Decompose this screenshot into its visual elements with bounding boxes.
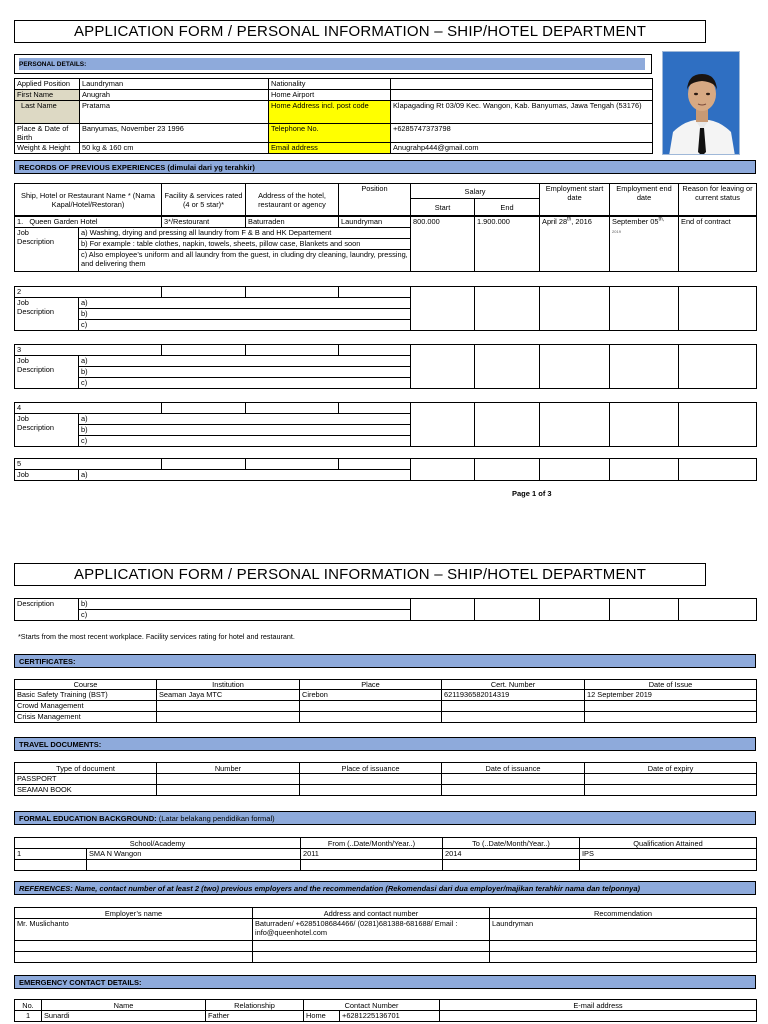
entry-position[interactable]	[339, 345, 411, 356]
entry-number: 1.	[17, 217, 24, 226]
email-label: Email address	[269, 143, 391, 154]
table-row	[15, 785, 757, 796]
applied-position-label: Applied Position	[15, 79, 80, 90]
entry-5-cont-emp-end[interactable]	[610, 599, 679, 621]
emp-end-year: 2019	[612, 229, 621, 234]
page-title-2: APPLICATION FORM / PERSONAL INFORMATION – SHIP/HOTEL DEPARTMENT	[14, 563, 706, 586]
entry-1-desc-b[interactable]: b) For example : table clothes, napkin, towels, sheets, pillow case, Blankets and soon	[79, 239, 411, 250]
entry-desc-b[interactable]: b)	[79, 367, 411, 378]
section-label: CERTIFICATES:	[19, 656, 76, 666]
job-label: Job	[17, 298, 29, 307]
cert-cell[interactable]	[442, 701, 585, 712]
section-label: TRAVEL DOCUMENTS:	[19, 739, 102, 749]
travel-col-2: Place of issuance	[300, 763, 442, 774]
entry-1-facility[interactable]: 3*/Restourant	[162, 217, 246, 228]
telephone-label: Telephone No.	[269, 124, 391, 143]
col-reason: Reason for leaving or current status	[679, 184, 757, 216]
ref-employer[interactable]	[15, 952, 253, 963]
edu-from[interactable]	[301, 860, 443, 871]
desc-label: Description	[17, 423, 54, 432]
travel-cell[interactable]: PASSPORT	[15, 774, 157, 785]
email-value[interactable]: Anugrahp444@gmail.com	[391, 143, 653, 154]
section-label: RECORDS OF PREVIOUS EXPERIENCES	[19, 162, 166, 172]
section-fill	[19, 58, 645, 70]
footnote: *Starts from the most recent workplace. Facility services rating for hotel and restaurant.	[18, 632, 295, 641]
travel-col-3: Date of issuance	[442, 763, 585, 774]
entry-facility[interactable]	[162, 287, 246, 298]
birth-label: Place & Date of Birth	[15, 124, 80, 143]
entry-desc-b[interactable]: b)	[79, 425, 411, 436]
section-label: PERSONAL DETAILS:	[19, 60, 87, 68]
col-email: E-mail address	[440, 1000, 757, 1011]
table-row	[15, 849, 757, 860]
entry-5-position[interactable]	[339, 459, 411, 470]
certificates-header	[14, 654, 756, 668]
entry-emp-start[interactable]	[540, 287, 610, 331]
em-relationship[interactable]: Father	[206, 1011, 304, 1022]
col-salary-start: Start	[411, 199, 475, 216]
em-email[interactable]	[440, 1011, 757, 1022]
certificates-table	[14, 679, 757, 723]
entry-emp-start[interactable]	[540, 345, 610, 389]
experience-table-header	[14, 183, 757, 216]
col-no: No.	[15, 1000, 42, 1011]
edu-to[interactable]	[443, 860, 580, 871]
cert-col-0: Course	[15, 680, 157, 690]
personal-details-header	[14, 54, 652, 74]
entry-number[interactable]: 3	[15, 345, 162, 356]
entry-1-address[interactable]: Baturraden	[246, 217, 339, 228]
experience-entry-2	[14, 286, 757, 331]
job-label: Job	[17, 414, 29, 423]
cert-col-2: Place	[300, 680, 442, 690]
entry-position[interactable]	[339, 287, 411, 298]
applied-position-value[interactable]: Laundryman	[80, 79, 269, 90]
desc-label: Description	[15, 599, 79, 621]
entry-desc-c[interactable]: c)	[79, 320, 411, 331]
col-from: From (..Date/Month/Year..)	[301, 838, 443, 849]
entry-1-reason[interactable]: End of contract	[679, 217, 757, 272]
table-row	[15, 712, 757, 723]
travel-documents-table	[14, 762, 757, 796]
cert-cell[interactable]	[157, 701, 300, 712]
birth-value[interactable]: Banyumas, November 23 1996	[80, 124, 269, 143]
entry-emp-end[interactable]	[610, 287, 679, 331]
entry-facility[interactable]	[162, 345, 246, 356]
em-no[interactable]: 1	[15, 1011, 42, 1022]
entry-address[interactable]	[246, 287, 339, 298]
ref-employer[interactable]	[15, 941, 253, 952]
cert-cell[interactable]	[157, 712, 300, 723]
col-emp-end: Employment end date	[610, 184, 679, 216]
table-row	[15, 919, 757, 941]
experience-header	[14, 160, 756, 174]
cert-cell[interactable]	[300, 712, 442, 723]
job-label: Job	[17, 228, 29, 237]
entry-5-salary-start[interactable]	[411, 459, 475, 481]
entry-desc-a[interactable]: a)	[79, 414, 411, 425]
table-row	[15, 1011, 757, 1022]
col-position: Position	[339, 184, 411, 216]
experience-entry-1	[14, 216, 757, 272]
emp-start-sup: th	[567, 216, 572, 223]
ref-recommendation[interactable]: Laundryman	[490, 919, 757, 941]
cert-col-3: Cert. Number	[442, 680, 585, 690]
desc-label: Description	[17, 365, 54, 374]
job-label: Job	[17, 356, 29, 365]
cert-col-1: Institution	[157, 680, 300, 690]
ref-address[interactable]	[253, 952, 490, 963]
travel-col-1: Number	[157, 763, 300, 774]
emergency-table	[14, 999, 757, 1022]
entry-5-salary-end[interactable]	[475, 459, 540, 481]
entry-salary-start[interactable]	[411, 403, 475, 447]
travel-cell[interactable]	[157, 785, 300, 796]
entry-emp-start[interactable]	[540, 403, 610, 447]
job-description-label	[15, 298, 79, 331]
home-address-label: Home Address incl. post code	[269, 101, 391, 124]
col-employer: Employer’s name	[15, 908, 253, 919]
experience-entry-5-continued	[14, 598, 757, 621]
emergency-header	[14, 975, 756, 989]
cert-cell[interactable]: Crisis Management	[15, 712, 157, 723]
entry-1-salary-end[interactable]: 1.900.000	[475, 217, 540, 272]
entry-salary-end[interactable]	[475, 345, 540, 389]
col-recommendation: Recommendation	[490, 908, 757, 919]
entry-desc-c[interactable]: c)	[79, 378, 411, 389]
job-label: Job	[15, 470, 79, 481]
entry-5-emp-end[interactable]	[610, 459, 679, 481]
entry-1-emp-start[interactable]	[540, 217, 610, 272]
edu-no[interactable]: 1	[15, 849, 87, 860]
table-row	[15, 860, 757, 871]
table-row	[15, 774, 757, 785]
entry-5-emp-start[interactable]	[540, 459, 610, 481]
travel-cell[interactable]	[300, 785, 442, 796]
entry-reason[interactable]	[679, 403, 757, 447]
entry-desc-a[interactable]: a)	[79, 356, 411, 367]
job-description-label	[15, 414, 79, 447]
table-row	[15, 701, 757, 712]
cert-cell[interactable]	[585, 712, 757, 723]
edu-no[interactable]	[15, 860, 87, 871]
section-label: EMERGENCY CONTACT DETAILS:	[19, 977, 142, 987]
entry-1-desc-c[interactable]: c) Also employee’s uniform and all laundry from the guest, in cluding dry cleaning, laundry, pressing, and delivering them	[79, 250, 411, 272]
travel-col-0: Type of document	[15, 763, 157, 774]
col-qualification: Qualification Attained	[580, 838, 757, 849]
applicant-photo	[662, 51, 740, 155]
ref-recommendation[interactable]	[490, 941, 757, 952]
em-contact-number[interactable]: +6281225136701	[340, 1011, 440, 1022]
entry-1-salary-start[interactable]: 800.000	[411, 217, 475, 272]
cert-col-4: Date of Issue	[585, 680, 757, 690]
travel-cell[interactable]	[157, 774, 300, 785]
entry-reason[interactable]	[679, 287, 757, 331]
col-facility: Facility & services rated (4 or 5 star)*	[162, 184, 246, 216]
col-salary: Salary	[411, 184, 540, 199]
travel-cell[interactable]: SEAMAN BOOK	[15, 785, 157, 796]
col-address: Address of the hotel, restaurant or agency	[246, 184, 339, 216]
entry-5-cont-emp-start[interactable]	[540, 599, 610, 621]
entry-position[interactable]	[339, 403, 411, 414]
last-name-label: Last Name	[15, 101, 80, 124]
entry-number[interactable]: 4	[15, 403, 162, 414]
entry-desc-b[interactable]: b)	[79, 309, 411, 320]
cert-cell[interactable]: Basic Safety Training (BST)	[15, 690, 157, 701]
section-label: FORMAL EDUCATION BACKGROUND:	[19, 813, 157, 823]
education-header	[14, 811, 756, 825]
education-table	[14, 837, 757, 871]
desc-label: Description	[17, 237, 54, 246]
edu-qualification[interactable]	[580, 860, 757, 871]
edu-from[interactable]: 2011	[301, 849, 443, 860]
entry-facility[interactable]	[162, 403, 246, 414]
page-number: Page 1 of 3	[512, 489, 552, 498]
last-name-value[interactable]: Pratama	[80, 101, 269, 124]
edu-qualification[interactable]: IPS	[580, 849, 757, 860]
ref-employer[interactable]: Mr. Muslichanto	[15, 919, 253, 941]
entry-emp-end[interactable]	[610, 403, 679, 447]
nationality-value[interactable]	[391, 79, 653, 90]
entry-name-text: Queen Garden Hotel	[29, 217, 98, 226]
col-to: To (..Date/Month/Year..)	[443, 838, 580, 849]
entry-5-number[interactable]: 5	[15, 459, 162, 470]
ref-address[interactable]	[253, 941, 490, 952]
table-row	[15, 690, 757, 701]
entry-5-cont-salary-end[interactable]	[475, 599, 540, 621]
entry-emp-end[interactable]	[610, 345, 679, 389]
travel-cell[interactable]	[442, 774, 585, 785]
weight-height-label: Weight & Height	[15, 143, 80, 154]
entry-5-address[interactable]	[246, 459, 339, 470]
entry-address[interactable]	[246, 403, 339, 414]
ref-recommendation[interactable]	[490, 952, 757, 963]
cert-cell[interactable]	[585, 701, 757, 712]
entry-5-facility[interactable]	[162, 459, 246, 470]
travel-cell[interactable]	[585, 785, 757, 796]
section-note: (Rekomendasi dari dua employer/majikan terahkir nama dan telponnya)	[385, 883, 641, 893]
entry-salary-start[interactable]	[411, 345, 475, 389]
entry-number[interactable]: 2	[15, 287, 162, 298]
cert-cell[interactable]	[442, 712, 585, 723]
entry-reason[interactable]	[679, 345, 757, 389]
entry-5-desc-c[interactable]: c)	[79, 610, 411, 621]
col-ship-name: Ship, Hotel or Restaurant Name * (Nama Kapal/Hotel/Restoran)	[15, 184, 162, 216]
entry-salary-start[interactable]	[411, 287, 475, 331]
entry-1-position[interactable]: Laundryman	[339, 217, 411, 228]
col-salary-end: End	[475, 199, 540, 216]
entry-desc-a[interactable]: a)	[79, 298, 411, 309]
entry-salary-end[interactable]	[475, 287, 540, 331]
col-emp-start: Employment start date	[540, 184, 610, 216]
cert-cell[interactable]	[300, 701, 442, 712]
entry-5-desc-a[interactable]: a)	[79, 470, 411, 481]
travel-cell[interactable]	[585, 774, 757, 785]
first-name-label: First Name	[15, 90, 80, 101]
col-relationship: Relationship	[206, 1000, 304, 1011]
entry-salary-end[interactable]	[475, 403, 540, 447]
entry-1-name[interactable]	[15, 217, 162, 228]
edu-school[interactable]: SMA N Wangon	[87, 849, 301, 860]
edu-school[interactable]	[87, 860, 301, 871]
references-table	[14, 907, 757, 963]
entry-1-emp-end[interactable]	[610, 217, 679, 272]
desc-label: Description	[17, 307, 54, 316]
col-name: Name	[42, 1000, 206, 1011]
job-description-label	[15, 228, 79, 272]
travel-documents-header	[14, 737, 756, 751]
entry-5-reason[interactable]	[679, 459, 757, 481]
col-contact-number: Contact Number	[304, 1000, 440, 1011]
emp-start-year: , 2016	[571, 217, 592, 226]
emp-end-sup: th,	[658, 216, 665, 223]
references-header	[14, 881, 756, 895]
travel-cell[interactable]	[442, 785, 585, 796]
section-note: (Latar belakang pendidikan formal)	[158, 813, 275, 823]
emp-end-text: September 05	[612, 217, 659, 226]
home-airport-label: Home Airport	[269, 90, 391, 101]
table-row	[15, 952, 757, 963]
cert-cell[interactable]: Cirebon	[300, 690, 442, 701]
section-note: (dimulai dari yg terahkir)	[167, 162, 255, 172]
section-label: REFERENCES: Name, contact number of at least 2 (two) previous employers and the recommendation	[19, 883, 384, 893]
travel-cell[interactable]	[300, 774, 442, 785]
home-address-value[interactable]: Klapagading Rt 03/09 Kec. Wangon, Kab. Banyumas, Jawa Tengah (53176)	[391, 101, 653, 124]
col-address-contact: Address and contact number	[253, 908, 490, 919]
telephone-value[interactable]: +6285747373798	[391, 124, 653, 143]
experience-entry-5	[14, 458, 757, 481]
em-contact-type[interactable]: Home	[304, 1011, 340, 1022]
entry-5-cont-reason[interactable]	[679, 599, 757, 621]
entry-desc-c[interactable]: c)	[79, 436, 411, 447]
entry-1-desc-a[interactable]: a) Washing, drying and pressing all laundry from F & B and HK Departement	[79, 228, 411, 239]
edu-to[interactable]: 2014	[443, 849, 580, 860]
emp-start-text: April 28	[542, 217, 568, 226]
nationality-label: Nationality	[269, 79, 391, 90]
travel-col-4: Date of expiry	[585, 763, 757, 774]
col-school: School/Academy	[15, 838, 301, 849]
table-row	[15, 941, 757, 952]
page-title: APPLICATION FORM / PERSONAL INFORMATION – SHIP/HOTEL DEPARTMENT	[14, 20, 706, 43]
entry-5-cont-salary-start[interactable]	[411, 599, 475, 621]
ref-address[interactable]: Baturraden/ +6285108684466/ (0281)681388-681688/ Email : info@queenhotel.com	[253, 919, 490, 941]
job-description-label	[15, 356, 79, 389]
home-airport-value[interactable]	[391, 90, 653, 101]
cert-cell[interactable]: 12 September 2019	[585, 690, 757, 701]
cert-cell[interactable]: Crowd Management	[15, 701, 157, 712]
cert-cell[interactable]: Seaman Jaya MTC	[157, 690, 300, 701]
entry-5-desc-b[interactable]: b)	[79, 599, 411, 610]
entry-address[interactable]	[246, 345, 339, 356]
personal-details-table	[14, 78, 653, 154]
first-name-value[interactable]: Anugrah	[80, 90, 269, 101]
experience-entry-3	[14, 344, 757, 389]
cert-cell[interactable]: 6211936582014319	[442, 690, 585, 701]
em-name[interactable]: Sunardi	[42, 1011, 206, 1022]
weight-height-value[interactable]: 50 kg & 160 cm	[80, 143, 269, 154]
experience-entry-4	[14, 402, 757, 447]
